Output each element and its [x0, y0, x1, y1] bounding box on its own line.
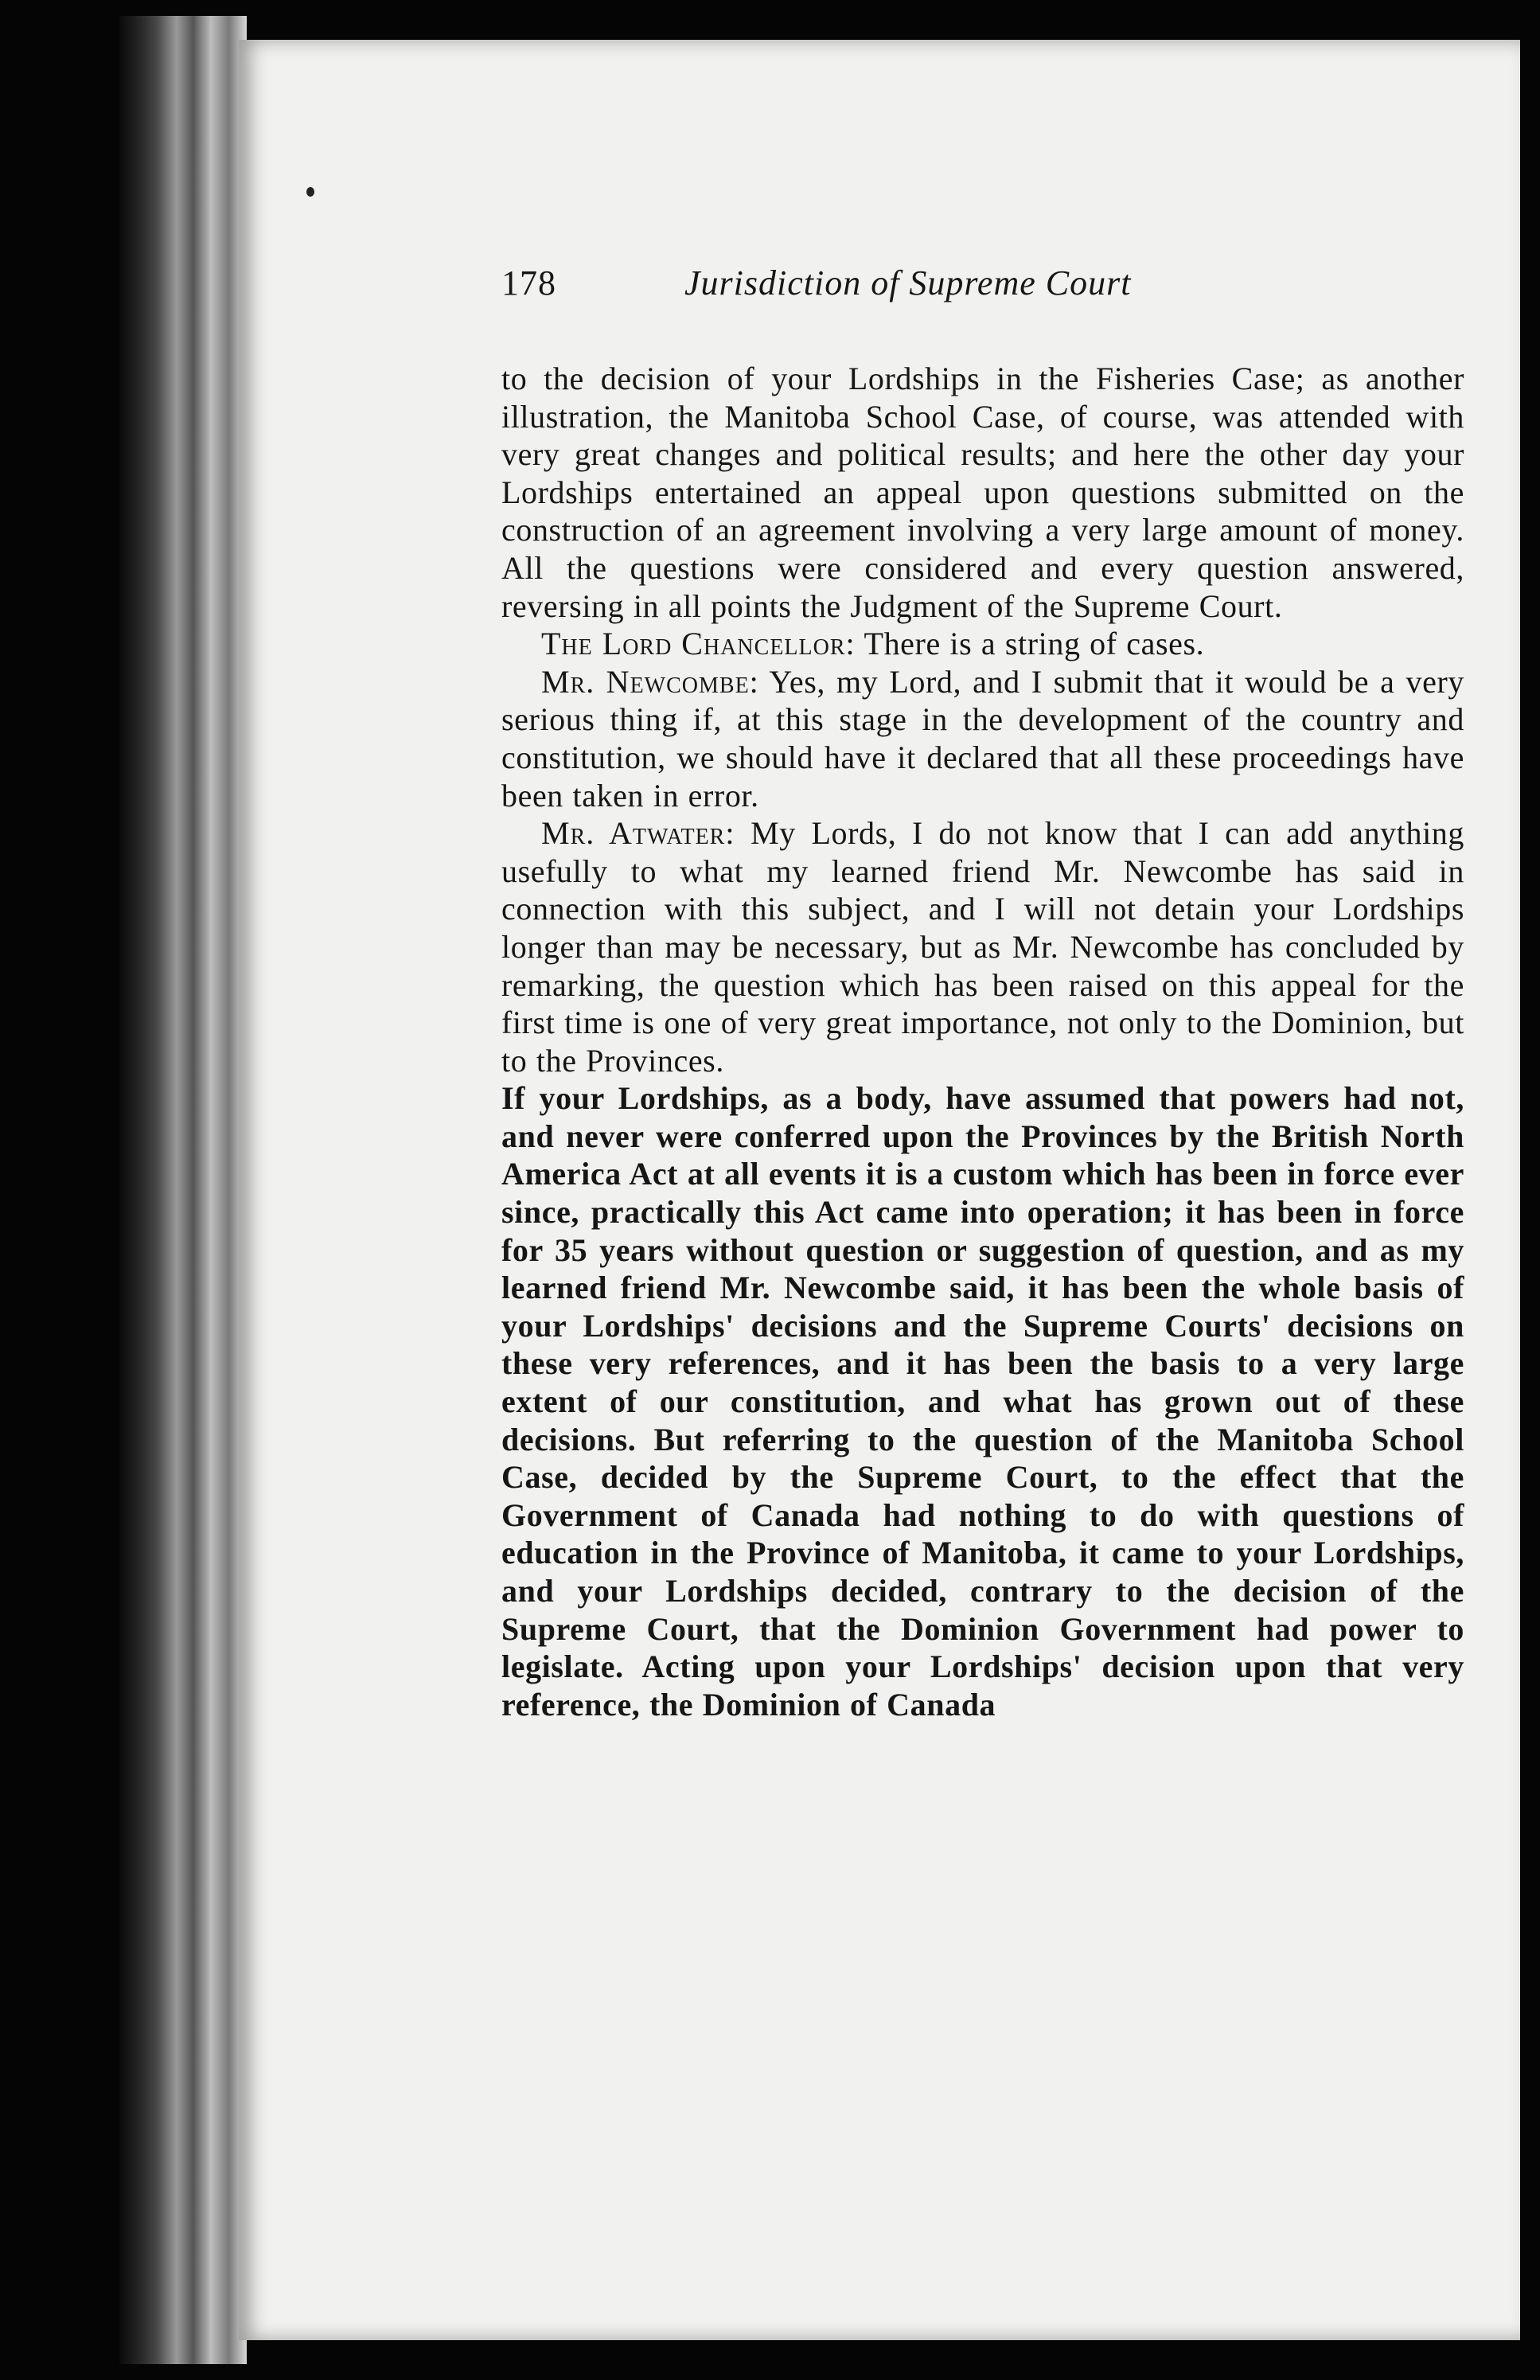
running-head	[501, 263, 1464, 326]
speaker-name: Mr. Atwater:	[541, 815, 735, 852]
speaker-name: The Lord Chancellor:	[541, 626, 856, 662]
paragraph-text: If your Lordships, as a body, have assumed that powers had not, and never were conferred upon the Provinces by the British North America Act at all events it is a custom which has been in force ever since, practically this Act came into operation; it has been in force for 35 years without question or suggestion of question, and as my learned friend Mr. Newcombe said, it has been the whole basis of your Lordships' decisions and the Supreme Courts' decisions on these very references, and it has been the basis to a very large extent of our constitution, and what has grown out of these decisions. But referring to the question of the Manitoba School Case, decided by the Supreme Court, to the effect that the Government of Canada had nothing to do with questions of education in the Province of Manitoba, it came to your Lordships, and your Lordships decided, contrary to the decision of the Supreme Court, that the Dominion Government had power to legislate. Acting upon your Lordships' decision upon that very reference, the Dominion of Canada	[501, 1080, 1464, 1723]
speaker-name: Mr. Newcombe:	[541, 663, 759, 700]
body-text	[501, 360, 1464, 1723]
page-number: 178	[501, 263, 556, 302]
paragraph-atwater-continued	[501, 1079, 1464, 1723]
running-title: Jurisdiction of Supreme Court	[684, 263, 1132, 302]
paragraph-text: There is a string of cases.	[864, 626, 1205, 662]
paragraph-text: Yes, my Lord, and I submit that it would be a very serious thing if, at this stage in the development of the country and constitution, we should have it declared that all these proceedings have been taken in error.	[501, 663, 1464, 813]
ink-speck	[306, 187, 314, 197]
paragraph-continuation	[501, 360, 1464, 625]
book-page-edges	[119, 16, 247, 2364]
paragraph-text: to the decision of your Lordships in the Fisheries Case; as another illustration, the Manitoba School Case, of course, was attended with very great changes and political results; and here the other day your Lordships entertained an appeal upon questions submitted on the construction of an agreement involving a very large amount of money. All the questions were considered and every question answered, reversing in all points the Judgment of the Supreme Court.	[501, 361, 1464, 624]
paragraph-text: My Lords, I do not know that I can add anything usefully to what my learned friend Mr. Newcombe has said in connection with this subject, and I will not detain your Lordships longer than may be necessary, but as Mr. Newcombe has concluded by remarking, the question which has been raised on this appeal for the first time is one of very great importance, not only to the Dominion, but to the Provinces.	[501, 815, 1465, 1079]
paragraph-newcombe	[501, 663, 1464, 814]
page-content	[263, 263, 1464, 1723]
paragraph-lord-chancellor	[501, 625, 1464, 663]
paragraph-atwater	[501, 814, 1464, 1079]
